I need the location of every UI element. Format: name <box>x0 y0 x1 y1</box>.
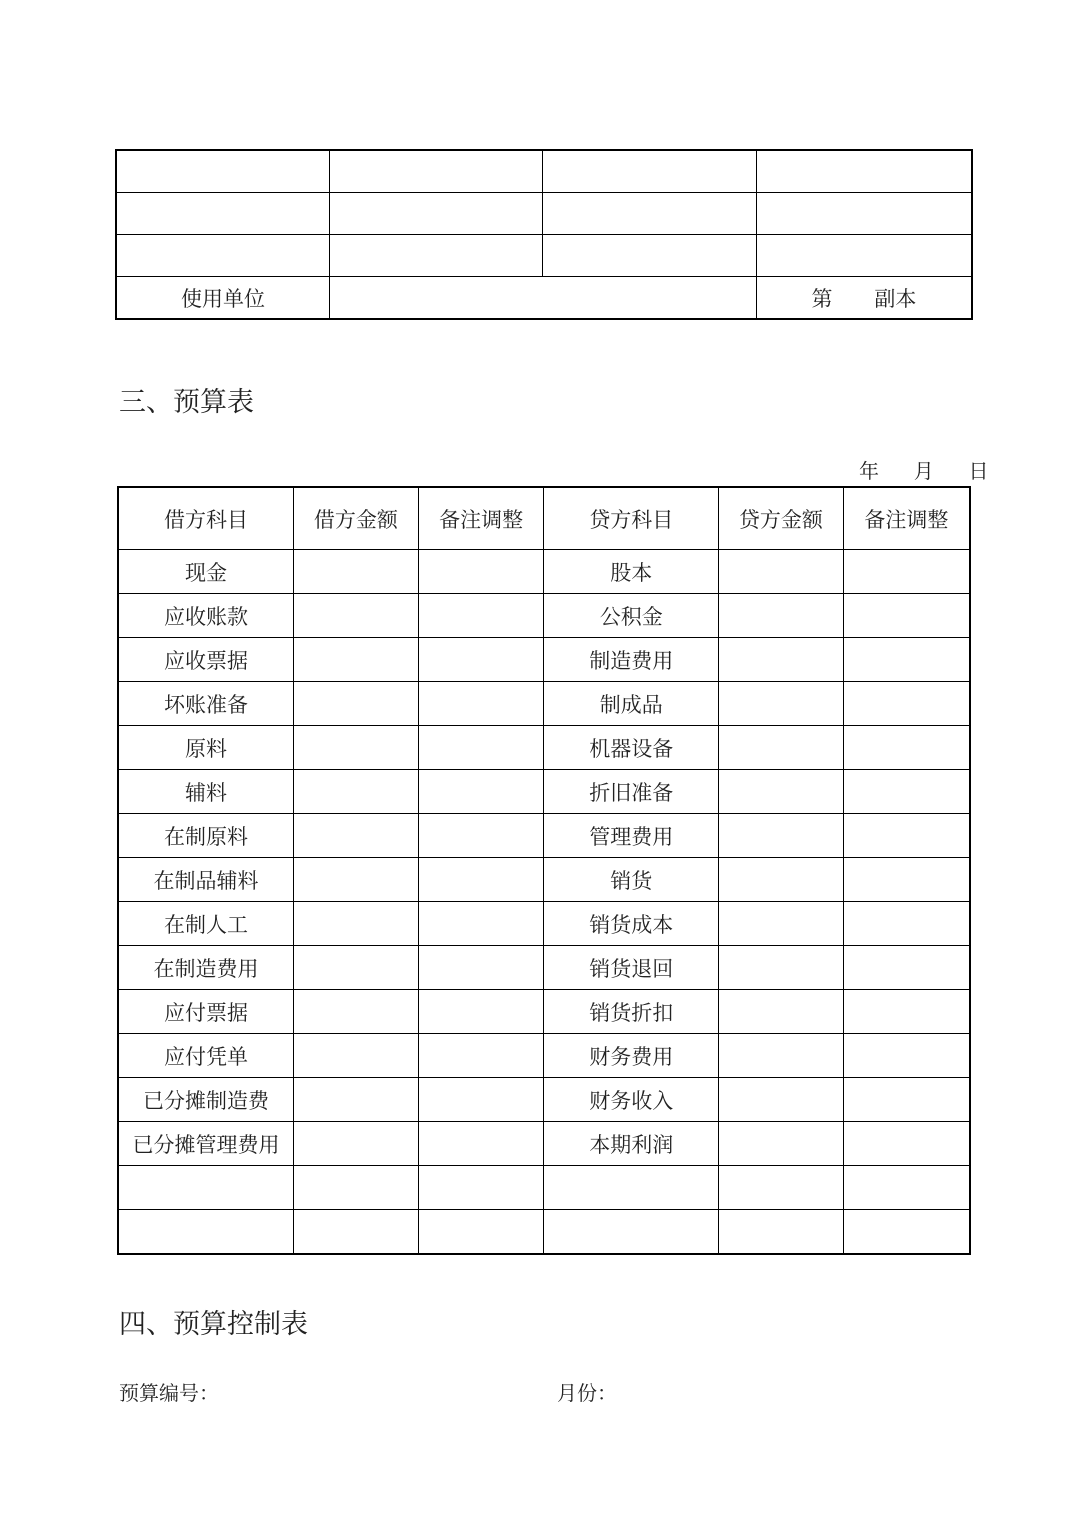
table-cell[interactable] <box>756 193 972 235</box>
table-row <box>118 638 970 682</box>
debit-remark-cell[interactable] <box>418 946 544 990</box>
month-label: 月份： <box>557 1381 617 1405</box>
table-row <box>118 902 970 946</box>
table-row <box>118 550 970 594</box>
debit-account-cell: 应收账款 <box>118 594 294 638</box>
credit-amount-cell[interactable] <box>719 814 844 858</box>
table-row <box>116 193 972 235</box>
debit-remark-cell[interactable] <box>418 1122 544 1166</box>
credit-remark-cell[interactable] <box>843 902 970 946</box>
table-row <box>116 150 972 193</box>
credit-amount-cell[interactable] <box>719 682 844 726</box>
credit-amount-cell[interactable] <box>719 1210 844 1255</box>
debit-account-cell <box>118 1210 294 1255</box>
debit-remark-cell[interactable] <box>418 1078 544 1122</box>
table-cell[interactable] <box>116 150 330 193</box>
credit-account-cell: 本期利润 <box>544 1122 719 1166</box>
debit-remark-cell[interactable] <box>418 638 544 682</box>
usage-table <box>115 149 973 320</box>
credit-amount-cell[interactable] <box>719 1078 844 1122</box>
column-header: 贷方科目 <box>544 487 719 550</box>
debit-amount-cell[interactable] <box>294 1034 419 1078</box>
credit-account-cell: 制成品 <box>544 682 719 726</box>
credit-account-cell: 折旧准备 <box>544 770 719 814</box>
column-header: 贷方金额 <box>719 487 844 550</box>
table-cell[interactable] <box>330 150 543 193</box>
credit-account-cell: 股本 <box>544 550 719 594</box>
credit-remark-cell[interactable] <box>843 1122 970 1166</box>
table-row <box>118 946 970 990</box>
table-cell[interactable] <box>330 193 543 235</box>
table-cell[interactable] <box>543 235 756 277</box>
debit-remark-cell[interactable] <box>418 1210 544 1255</box>
debit-account-cell: 应收票据 <box>118 638 294 682</box>
credit-account-cell <box>544 1166 719 1210</box>
table-row <box>116 235 972 277</box>
credit-amount-cell[interactable] <box>719 550 844 594</box>
credit-remark-cell[interactable] <box>843 858 970 902</box>
credit-account-cell: 销货成本 <box>544 902 719 946</box>
debit-account-cell: 在制造费用 <box>118 946 294 990</box>
debit-remark-cell[interactable] <box>418 550 544 594</box>
debit-remark-cell[interactable] <box>418 1166 544 1210</box>
credit-amount-cell[interactable] <box>719 726 844 770</box>
debit-amount-cell[interactable] <box>294 682 419 726</box>
credit-amount-cell[interactable] <box>719 1166 844 1210</box>
credit-amount-cell[interactable] <box>719 902 844 946</box>
debit-remark-cell[interactable] <box>418 682 544 726</box>
credit-remark-cell[interactable] <box>843 770 970 814</box>
credit-remark-cell[interactable] <box>843 550 970 594</box>
credit-amount-cell[interactable] <box>719 990 844 1034</box>
debit-remark-cell[interactable] <box>418 594 544 638</box>
debit-account-cell: 辅料 <box>118 770 294 814</box>
budget-number-label: 预算编号： <box>119 1381 219 1405</box>
use-unit-value[interactable] <box>330 277 757 320</box>
credit-amount-cell[interactable] <box>719 1034 844 1078</box>
credit-account-cell: 制造费用 <box>544 638 719 682</box>
debit-amount-cell[interactable] <box>294 1078 419 1122</box>
table-row <box>118 770 970 814</box>
credit-amount-cell[interactable] <box>719 594 844 638</box>
credit-amount-cell[interactable] <box>719 1122 844 1166</box>
table-header-row <box>118 487 970 550</box>
credit-remark-cell[interactable] <box>843 814 970 858</box>
credit-remark-cell[interactable] <box>843 990 970 1034</box>
debit-account-cell: 现金 <box>118 550 294 594</box>
debit-amount-cell[interactable] <box>294 1122 419 1166</box>
credit-remark-cell[interactable] <box>843 1078 970 1122</box>
debit-amount-cell[interactable] <box>294 770 419 814</box>
debit-account-cell <box>118 1166 294 1210</box>
credit-amount-cell[interactable] <box>719 770 844 814</box>
debit-account-cell: 已分摊制造费 <box>118 1078 294 1122</box>
use-unit-label: 使用单位 <box>116 277 330 320</box>
credit-account-cell: 财务费用 <box>544 1034 719 1078</box>
column-header: 备注调整 <box>418 487 544 550</box>
table-cell[interactable] <box>116 235 330 277</box>
debit-amount-cell[interactable] <box>294 858 419 902</box>
column-header: 借方金额 <box>294 487 419 550</box>
credit-remark-cell[interactable] <box>843 946 970 990</box>
credit-account-cell: 销货折扣 <box>544 990 719 1034</box>
debit-remark-cell[interactable] <box>418 902 544 946</box>
debit-remark-cell[interactable] <box>418 726 544 770</box>
table-row <box>118 1210 970 1255</box>
credit-remark-cell[interactable] <box>843 594 970 638</box>
credit-remark-cell[interactable] <box>843 1166 970 1210</box>
debit-amount-cell[interactable] <box>294 726 419 770</box>
date-line <box>859 455 988 484</box>
credit-account-cell: 公积金 <box>544 594 719 638</box>
table-row <box>118 1122 970 1166</box>
debit-account-cell: 在制品辅料 <box>118 858 294 902</box>
debit-amount-cell[interactable] <box>294 638 419 682</box>
debit-account-cell: 应付票据 <box>118 990 294 1034</box>
debit-remark-cell[interactable] <box>418 858 544 902</box>
table-row <box>118 858 970 902</box>
credit-account-cell: 销货退回 <box>544 946 719 990</box>
debit-account-cell: 在制人工 <box>118 902 294 946</box>
credit-account-cell <box>544 1210 719 1255</box>
debit-remark-cell[interactable] <box>418 814 544 858</box>
date-month-label: 月 <box>913 459 934 483</box>
credit-account-cell: 机器设备 <box>544 726 719 770</box>
credit-remark-cell[interactable] <box>843 682 970 726</box>
credit-remark-cell[interactable] <box>843 1034 970 1078</box>
section-heading-budget-control: 四、预算控制表 <box>119 1309 308 1340</box>
table-cell[interactable] <box>330 235 543 277</box>
credit-amount-cell[interactable] <box>719 858 844 902</box>
debit-account-cell: 坏账准备 <box>118 682 294 726</box>
credit-amount-cell[interactable] <box>719 638 844 682</box>
debit-amount-cell[interactable] <box>294 814 419 858</box>
table-row <box>118 990 970 1034</box>
credit-amount-cell[interactable] <box>719 946 844 990</box>
table-cell[interactable] <box>116 193 330 235</box>
debit-account-cell: 已分摊管理费用 <box>118 1122 294 1166</box>
table-row <box>118 1078 970 1122</box>
table-cell[interactable] <box>543 150 756 193</box>
table-cell[interactable] <box>756 150 972 193</box>
debit-remark-cell[interactable] <box>418 1034 544 1078</box>
debit-amount-cell[interactable] <box>294 990 419 1034</box>
debit-amount-cell[interactable] <box>294 1210 419 1255</box>
section-heading-budget: 三、预算表 <box>119 387 254 418</box>
debit-amount-cell[interactable] <box>294 902 419 946</box>
debit-amount-cell[interactable] <box>294 550 419 594</box>
credit-account-cell: 财务收入 <box>544 1078 719 1122</box>
copy-number-label: 第 副本 <box>756 277 972 320</box>
column-header: 借方科目 <box>118 487 294 550</box>
debit-amount-cell[interactable] <box>294 594 419 638</box>
date-year-label: 年 <box>859 459 879 483</box>
debit-remark-cell[interactable] <box>418 990 544 1034</box>
credit-remark-cell[interactable] <box>843 726 970 770</box>
debit-amount-cell[interactable] <box>294 946 419 990</box>
table-row <box>118 726 970 770</box>
debit-remark-cell[interactable] <box>418 770 544 814</box>
credit-account-cell: 销货 <box>544 858 719 902</box>
budget-table <box>117 486 971 1255</box>
credit-remark-cell[interactable] <box>843 1210 970 1255</box>
debit-account-cell: 应付凭单 <box>118 1034 294 1078</box>
date-day-label: 日 <box>968 459 989 483</box>
credit-account-cell: 管理费用 <box>544 814 719 858</box>
table-row <box>118 1034 970 1078</box>
table-cell[interactable] <box>756 235 972 277</box>
table-row <box>118 682 970 726</box>
column-header: 备注调整 <box>843 487 970 550</box>
debit-account-cell: 在制原料 <box>118 814 294 858</box>
debit-account-cell: 原料 <box>118 726 294 770</box>
table-row <box>118 594 970 638</box>
table-row <box>118 814 970 858</box>
table-cell[interactable] <box>543 193 756 235</box>
credit-remark-cell[interactable] <box>843 638 970 682</box>
use-unit-row <box>116 277 972 320</box>
debit-amount-cell[interactable] <box>294 1166 419 1210</box>
table-row <box>118 1166 970 1210</box>
